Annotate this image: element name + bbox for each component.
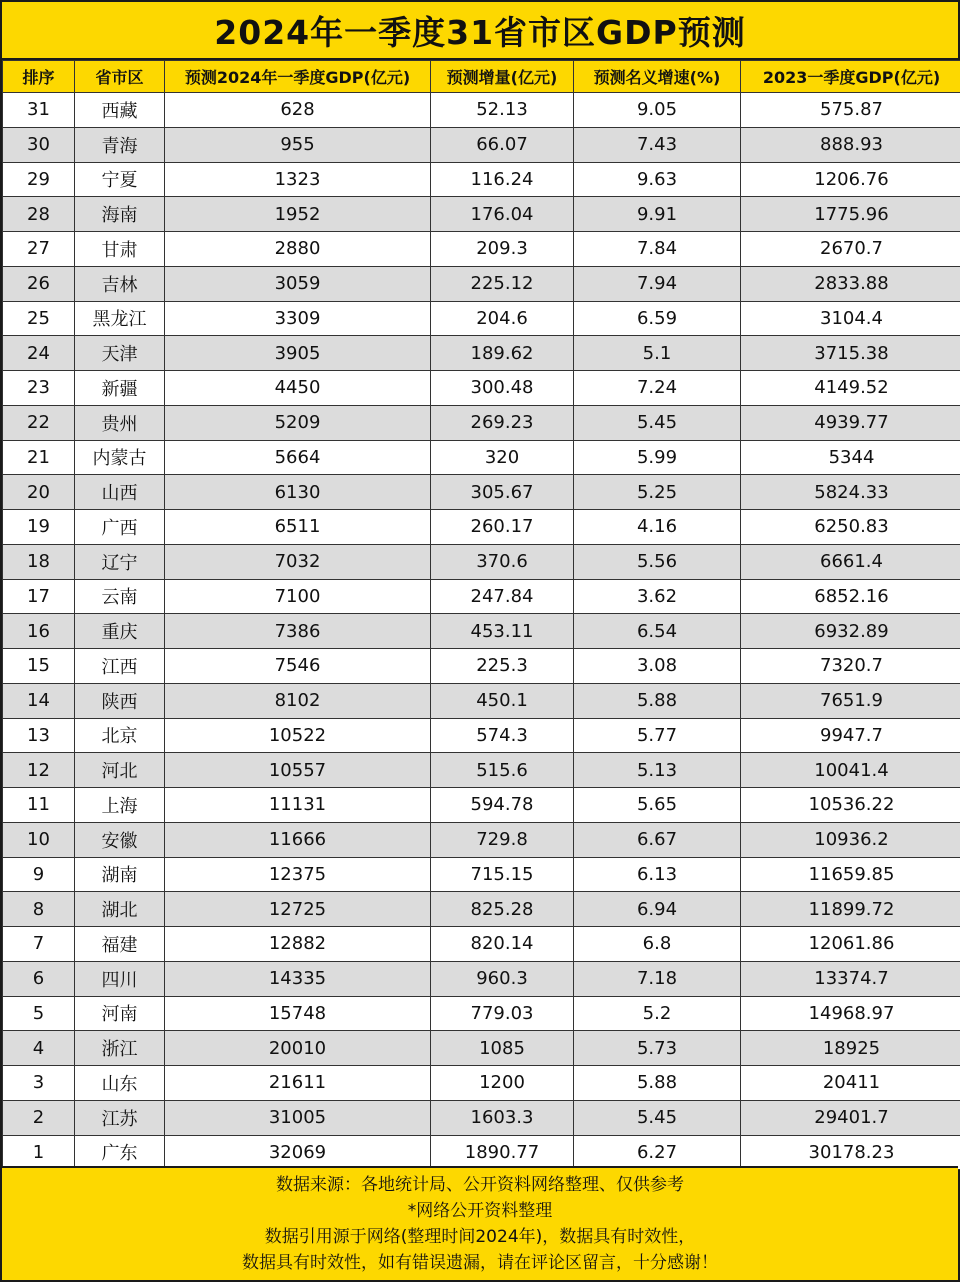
cell-gdp-2023: 1775.96 <box>741 197 960 232</box>
table-row <box>3 301 960 336</box>
cell-increase: 300.48 <box>431 371 574 406</box>
cell-gdp-2023: 14968.97 <box>741 996 960 1031</box>
table-row <box>3 405 960 440</box>
cell-region: 内蒙古 <box>75 440 165 475</box>
table-row <box>3 475 960 510</box>
cell-growth-rate: 5.45 <box>574 405 741 440</box>
cell-rank: 19 <box>3 510 75 545</box>
cell-increase: 825.28 <box>431 892 574 927</box>
cell-rank: 17 <box>3 579 75 614</box>
cell-rank: 18 <box>3 544 75 579</box>
cell-forecast-gdp: 628 <box>165 93 431 128</box>
table-row <box>3 857 960 892</box>
footer-notes <box>2 1166 958 1280</box>
cell-forecast-gdp: 4450 <box>165 371 431 406</box>
cell-rank: 3 <box>3 1066 75 1101</box>
cell-forecast-gdp: 1323 <box>165 162 431 197</box>
cell-region: 陕西 <box>75 683 165 718</box>
table-row <box>3 162 960 197</box>
cell-region: 天津 <box>75 336 165 371</box>
cell-gdp-2023: 30178.23 <box>741 1135 960 1170</box>
cell-region: 广东 <box>75 1135 165 1170</box>
cell-gdp-2023: 5344 <box>741 440 960 475</box>
cell-rank: 15 <box>3 649 75 684</box>
cell-gdp-2023: 3104.4 <box>741 301 960 336</box>
cell-increase: 52.13 <box>431 93 574 128</box>
cell-gdp-2023: 10041.4 <box>741 753 960 788</box>
header-region: 省市区 <box>75 61 165 93</box>
cell-region: 贵州 <box>75 405 165 440</box>
cell-increase: 1200 <box>431 1066 574 1101</box>
cell-region: 安徽 <box>75 822 165 857</box>
cell-growth-rate: 9.05 <box>574 93 741 128</box>
table-row <box>3 197 960 232</box>
cell-rank: 6 <box>3 961 75 996</box>
table-row <box>3 1066 960 1101</box>
cell-gdp-2023: 10936.2 <box>741 822 960 857</box>
cell-rank: 9 <box>3 857 75 892</box>
cell-increase: 1603.3 <box>431 1100 574 1135</box>
cell-gdp-2023: 12061.86 <box>741 927 960 962</box>
cell-region: 辽宁 <box>75 544 165 579</box>
cell-growth-rate: 5.88 <box>574 1066 741 1101</box>
cell-gdp-2023: 6932.89 <box>741 614 960 649</box>
cell-region: 海南 <box>75 197 165 232</box>
table-row <box>3 683 960 718</box>
cell-gdp-2023: 6661.4 <box>741 544 960 579</box>
table-row <box>3 822 960 857</box>
cell-rank: 7 <box>3 927 75 962</box>
cell-region: 北京 <box>75 718 165 753</box>
cell-region: 河北 <box>75 753 165 788</box>
cell-region: 上海 <box>75 788 165 823</box>
cell-forecast-gdp: 2880 <box>165 232 431 267</box>
cell-forecast-gdp: 3309 <box>165 301 431 336</box>
cell-region: 宁夏 <box>75 162 165 197</box>
cell-increase: 320 <box>431 440 574 475</box>
cell-increase: 260.17 <box>431 510 574 545</box>
cell-increase: 305.67 <box>431 475 574 510</box>
cell-region: 重庆 <box>75 614 165 649</box>
cell-growth-rate: 3.08 <box>574 649 741 684</box>
cell-gdp-2023: 13374.7 <box>741 961 960 996</box>
cell-growth-rate: 7.84 <box>574 232 741 267</box>
footer-line-feedback: 数据具有时效性，如有错误遗漏，请在评论区留言，十分感谢！ <box>242 1253 718 1273</box>
cell-region: 四川 <box>75 961 165 996</box>
cell-region: 青海 <box>75 127 165 162</box>
cell-region: 浙江 <box>75 1031 165 1066</box>
cell-forecast-gdp: 21611 <box>165 1066 431 1101</box>
cell-rank: 12 <box>3 753 75 788</box>
cell-gdp-2023: 4149.52 <box>741 371 960 406</box>
cell-growth-rate: 5.88 <box>574 683 741 718</box>
cell-increase: 66.07 <box>431 127 574 162</box>
cell-forecast-gdp: 15748 <box>165 996 431 1031</box>
table-body <box>3 93 960 1170</box>
cell-increase: 574.3 <box>431 718 574 753</box>
cell-growth-rate: 9.91 <box>574 197 741 232</box>
cell-growth-rate: 9.63 <box>574 162 741 197</box>
header-growth-rate: 预测名义增速(%) <box>574 61 741 93</box>
table-row <box>3 266 960 301</box>
table-row <box>3 1100 960 1135</box>
cell-rank: 28 <box>3 197 75 232</box>
cell-gdp-2023: 29401.7 <box>741 1100 960 1135</box>
cell-increase: 715.15 <box>431 857 574 892</box>
cell-growth-rate: 7.24 <box>574 371 741 406</box>
cell-increase: 820.14 <box>431 927 574 962</box>
cell-increase: 225.12 <box>431 266 574 301</box>
table-header-row <box>3 61 960 93</box>
cell-increase: 269.23 <box>431 405 574 440</box>
cell-rank: 1 <box>3 1135 75 1170</box>
cell-rank: 14 <box>3 683 75 718</box>
table-row <box>3 753 960 788</box>
cell-growth-rate: 7.43 <box>574 127 741 162</box>
cell-gdp-2023: 7320.7 <box>741 649 960 684</box>
cell-forecast-gdp: 11131 <box>165 788 431 823</box>
cell-increase: 1890.77 <box>431 1135 574 1170</box>
cell-growth-rate: 5.56 <box>574 544 741 579</box>
page-title: 2024年一季度31省市区GDP预测 <box>2 2 958 60</box>
cell-gdp-2023: 888.93 <box>741 127 960 162</box>
table-row <box>3 544 960 579</box>
cell-forecast-gdp: 10522 <box>165 718 431 753</box>
cell-increase: 960.3 <box>431 961 574 996</box>
cell-increase: 225.3 <box>431 649 574 684</box>
cell-growth-rate: 5.65 <box>574 788 741 823</box>
cell-rank: 23 <box>3 371 75 406</box>
cell-forecast-gdp: 5664 <box>165 440 431 475</box>
cell-forecast-gdp: 11666 <box>165 822 431 857</box>
cell-growth-rate: 6.8 <box>574 927 741 962</box>
cell-forecast-gdp: 1952 <box>165 197 431 232</box>
cell-increase: 1085 <box>431 1031 574 1066</box>
cell-increase: 247.84 <box>431 579 574 614</box>
header-rank: 排序 <box>3 61 75 93</box>
cell-increase: 450.1 <box>431 683 574 718</box>
footer-line-citation: 数据引用源于网络(整理时间2024年)，数据具有时效性， <box>264 1227 696 1247</box>
cell-forecast-gdp: 7386 <box>165 614 431 649</box>
cell-growth-rate: 5.45 <box>574 1100 741 1135</box>
cell-forecast-gdp: 7032 <box>165 544 431 579</box>
cell-growth-rate: 3.62 <box>574 579 741 614</box>
cell-rank: 11 <box>3 788 75 823</box>
cell-growth-rate: 6.54 <box>574 614 741 649</box>
table-row <box>3 961 960 996</box>
cell-forecast-gdp: 7100 <box>165 579 431 614</box>
cell-gdp-2023: 11899.72 <box>741 892 960 927</box>
cell-increase: 204.6 <box>431 301 574 336</box>
cell-region: 黑龙江 <box>75 301 165 336</box>
cell-rank: 8 <box>3 892 75 927</box>
cell-forecast-gdp: 20010 <box>165 1031 431 1066</box>
cell-increase: 594.78 <box>431 788 574 823</box>
cell-region: 云南 <box>75 579 165 614</box>
cell-region: 新疆 <box>75 371 165 406</box>
table-row <box>3 788 960 823</box>
cell-increase: 779.03 <box>431 996 574 1031</box>
cell-forecast-gdp: 955 <box>165 127 431 162</box>
cell-gdp-2023: 1206.76 <box>741 162 960 197</box>
cell-increase: 370.6 <box>431 544 574 579</box>
table-row <box>3 127 960 162</box>
cell-region: 河南 <box>75 996 165 1031</box>
cell-rank: 31 <box>3 93 75 128</box>
cell-forecast-gdp: 31005 <box>165 1100 431 1135</box>
cell-growth-rate: 5.25 <box>574 475 741 510</box>
cell-forecast-gdp: 12375 <box>165 857 431 892</box>
cell-forecast-gdp: 32069 <box>165 1135 431 1170</box>
cell-growth-rate: 6.59 <box>574 301 741 336</box>
cell-growth-rate: 5.2 <box>574 996 741 1031</box>
table-row <box>3 1135 960 1170</box>
cell-forecast-gdp: 12725 <box>165 892 431 927</box>
cell-growth-rate: 5.99 <box>574 440 741 475</box>
cell-rank: 26 <box>3 266 75 301</box>
cell-forecast-gdp: 3905 <box>165 336 431 371</box>
cell-gdp-2023: 9947.7 <box>741 718 960 753</box>
header-increase: 预测增量(亿元) <box>431 61 574 93</box>
cell-region: 西藏 <box>75 93 165 128</box>
cell-rank: 13 <box>3 718 75 753</box>
cell-forecast-gdp: 5209 <box>165 405 431 440</box>
cell-increase: 729.8 <box>431 822 574 857</box>
cell-gdp-2023: 5824.33 <box>741 475 960 510</box>
cell-rank: 2 <box>3 1100 75 1135</box>
table-row <box>3 510 960 545</box>
cell-growth-rate: 5.13 <box>574 753 741 788</box>
cell-region: 吉林 <box>75 266 165 301</box>
cell-forecast-gdp: 7546 <box>165 649 431 684</box>
cell-gdp-2023: 6852.16 <box>741 579 960 614</box>
cell-increase: 453.11 <box>431 614 574 649</box>
cell-growth-rate: 5.77 <box>574 718 741 753</box>
cell-rank: 30 <box>3 127 75 162</box>
cell-rank: 29 <box>3 162 75 197</box>
cell-rank: 25 <box>3 301 75 336</box>
table-row <box>3 649 960 684</box>
cell-increase: 176.04 <box>431 197 574 232</box>
cell-growth-rate: 5.73 <box>574 1031 741 1066</box>
cell-growth-rate: 5.1 <box>574 336 741 371</box>
cell-gdp-2023: 10536.22 <box>741 788 960 823</box>
cell-forecast-gdp: 6130 <box>165 475 431 510</box>
cell-growth-rate: 6.94 <box>574 892 741 927</box>
table-row <box>3 93 960 128</box>
table-row <box>3 232 960 267</box>
cell-forecast-gdp: 8102 <box>165 683 431 718</box>
table-row <box>3 892 960 927</box>
table-row <box>3 1031 960 1066</box>
cell-region: 湖北 <box>75 892 165 927</box>
cell-gdp-2023: 11659.85 <box>741 857 960 892</box>
table-row <box>3 371 960 406</box>
table-row <box>3 614 960 649</box>
header-forecast-gdp: 预测2024年一季度GDP(亿元) <box>165 61 431 93</box>
cell-region: 江西 <box>75 649 165 684</box>
cell-region: 湖南 <box>75 857 165 892</box>
cell-growth-rate: 7.18 <box>574 961 741 996</box>
cell-rank: 10 <box>3 822 75 857</box>
cell-gdp-2023: 2670.7 <box>741 232 960 267</box>
cell-growth-rate: 6.13 <box>574 857 741 892</box>
gdp-table <box>2 60 960 1170</box>
cell-rank: 22 <box>3 405 75 440</box>
cell-rank: 24 <box>3 336 75 371</box>
cell-growth-rate: 6.27 <box>574 1135 741 1170</box>
table-row <box>3 440 960 475</box>
cell-growth-rate: 6.67 <box>574 822 741 857</box>
cell-region: 山东 <box>75 1066 165 1101</box>
table-row <box>3 336 960 371</box>
table-row <box>3 927 960 962</box>
cell-increase: 209.3 <box>431 232 574 267</box>
cell-rank: 4 <box>3 1031 75 1066</box>
cell-gdp-2023: 7651.9 <box>741 683 960 718</box>
cell-increase: 189.62 <box>431 336 574 371</box>
cell-growth-rate: 4.16 <box>574 510 741 545</box>
cell-forecast-gdp: 10557 <box>165 753 431 788</box>
table-row <box>3 579 960 614</box>
cell-region: 山西 <box>75 475 165 510</box>
cell-increase: 116.24 <box>431 162 574 197</box>
cell-gdp-2023: 6250.83 <box>741 510 960 545</box>
footer-line-source: 数据来源：各地统计局、公开资料网络整理、仅供参考 <box>276 1175 684 1195</box>
cell-rank: 21 <box>3 440 75 475</box>
cell-region: 福建 <box>75 927 165 962</box>
cell-rank: 27 <box>3 232 75 267</box>
header-gdp-2023: 2023一季度GDP(亿元) <box>741 61 960 93</box>
cell-forecast-gdp: 12882 <box>165 927 431 962</box>
cell-gdp-2023: 575.87 <box>741 93 960 128</box>
cell-region: 江苏 <box>75 1100 165 1135</box>
cell-forecast-gdp: 6511 <box>165 510 431 545</box>
cell-increase: 515.6 <box>431 753 574 788</box>
cell-gdp-2023: 20411 <box>741 1066 960 1101</box>
cell-gdp-2023: 4939.77 <box>741 405 960 440</box>
cell-rank: 16 <box>3 614 75 649</box>
cell-rank: 20 <box>3 475 75 510</box>
cell-region: 广西 <box>75 510 165 545</box>
cell-forecast-gdp: 14335 <box>165 961 431 996</box>
cell-growth-rate: 7.94 <box>574 266 741 301</box>
cell-forecast-gdp: 3059 <box>165 266 431 301</box>
cell-rank: 5 <box>3 996 75 1031</box>
cell-gdp-2023: 2833.88 <box>741 266 960 301</box>
cell-region: 甘肃 <box>75 232 165 267</box>
table-row <box>3 718 960 753</box>
table-row <box>3 996 960 1031</box>
footer-line-note: *网络公开资料整理 <box>407 1201 553 1221</box>
cell-gdp-2023: 3715.38 <box>741 336 960 371</box>
cell-gdp-2023: 18925 <box>741 1031 960 1066</box>
